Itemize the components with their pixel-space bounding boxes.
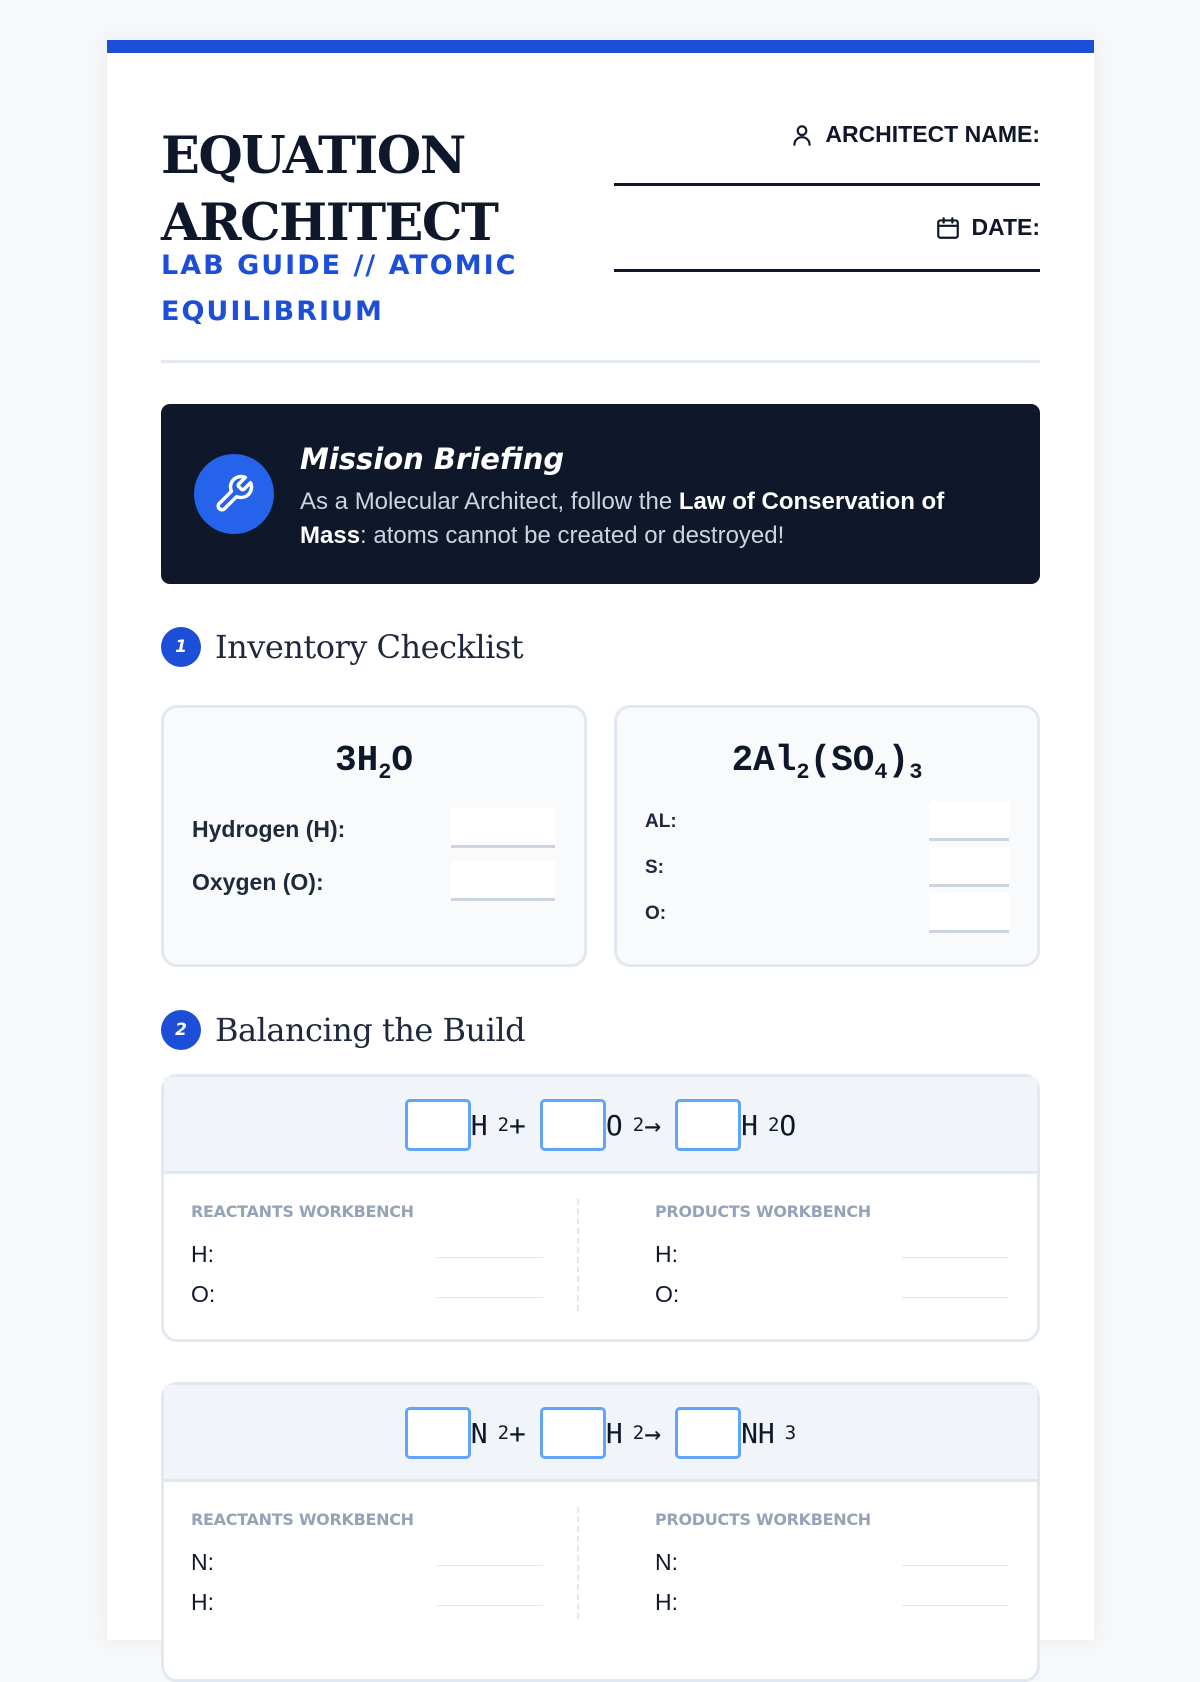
briefing-title: Mission Briefing xyxy=(300,442,565,476)
header-divider xyxy=(161,360,1040,363)
coefficient-input-1[interactable] xyxy=(405,1407,471,1459)
formula-water: $3H_2O$ xyxy=(334,740,414,786)
coefficient-input-2[interactable] xyxy=(540,1407,606,1459)
formula-aluminum-sulfate: $2Al_2(SO_4)_3$ xyxy=(731,740,923,786)
coefficient-input-3[interactable] xyxy=(675,1407,741,1459)
reactant-label-h: H: xyxy=(191,1589,214,1615)
briefing-icon-badge xyxy=(194,454,274,534)
product-label-h: H: xyxy=(655,1241,678,1267)
section-balancing-header xyxy=(161,1010,525,1050)
architect-name-label xyxy=(789,121,1040,148)
products-workbench-title: PRODUCTS WORKBENCH xyxy=(655,1202,871,1221)
balancing-card-ammonia xyxy=(161,1382,1040,1682)
section-title: Inventory Checklist xyxy=(215,628,524,666)
label-hydrogen: Hydrogen (H): xyxy=(192,816,346,842)
page-subtitle: LAB GUIDE // ATOMIC EQUILIBRIUM xyxy=(161,250,518,327)
products-workbench-title: PRODUCTS WORKBENCH xyxy=(655,1510,871,1529)
coefficient-input-1[interactable] xyxy=(405,1099,471,1151)
label-oxygen-sulfate: O: xyxy=(645,903,667,924)
section-title: Balancing the Build xyxy=(215,1011,526,1049)
inventory-card-aluminum-sulfate xyxy=(614,705,1040,967)
input-oxygen-count[interactable] xyxy=(451,861,555,901)
workbench-divider xyxy=(577,1507,579,1619)
input-aluminum-count[interactable] xyxy=(929,801,1009,841)
reactant-label-o: O: xyxy=(191,1281,216,1307)
product-input-h[interactable] xyxy=(902,1605,1008,1606)
product-label-n: N: xyxy=(655,1549,678,1575)
reactant-input-h[interactable] xyxy=(437,1605,543,1606)
label-oxygen: Oxygen (O): xyxy=(192,869,324,895)
reactants-workbench xyxy=(191,1510,414,1529)
title-line-1: EQUATION xyxy=(161,126,465,186)
section-number: 1 xyxy=(161,627,201,667)
input-hydrogen-count[interactable] xyxy=(451,808,555,848)
section-inventory-header xyxy=(161,627,523,667)
mission-briefing xyxy=(161,404,1040,584)
reactant-label-h: H: xyxy=(191,1241,214,1267)
coefficient-input-3[interactable] xyxy=(675,1099,741,1151)
reactants-workbench-title: REACTANTS WORKBENCH xyxy=(191,1510,414,1529)
reactants-workbench-title: REACTANTS WORKBENCH xyxy=(191,1202,414,1221)
architect-name-text: ARCHITECT NAME: xyxy=(825,121,1040,147)
equation-ammonia-synthesis: N 2 + H 2 → NH 3 xyxy=(164,1407,1037,1459)
reactant-input-n[interactable] xyxy=(437,1565,543,1566)
date-text: DATE: xyxy=(971,214,1040,240)
workbench-divider xyxy=(577,1199,579,1311)
worksheet xyxy=(107,40,1094,1640)
calendar-icon xyxy=(935,215,961,241)
equation-water-synthesis: H 2 + O 2 → H 2 O xyxy=(164,1099,1037,1151)
briefing-text: As a Molecular Architect, follow the Law of Conservation of Mass: atoms cannot be created or destroyed! xyxy=(300,488,945,549)
reactant-input-h[interactable] xyxy=(437,1257,543,1258)
reactants-workbench xyxy=(191,1202,414,1221)
date-label xyxy=(935,214,1040,241)
label-sulfur: S: xyxy=(645,857,664,878)
equation-bar xyxy=(164,1077,1037,1174)
product-label-o: O: xyxy=(655,1281,680,1307)
title-line-2: ARCHITECT xyxy=(161,193,498,253)
user-icon xyxy=(789,122,815,148)
page-title xyxy=(161,123,497,257)
product-input-h[interactable] xyxy=(902,1257,1008,1258)
reactant-label-n: N: xyxy=(191,1549,214,1575)
wrench-icon xyxy=(213,473,255,515)
date-field[interactable] xyxy=(614,269,1040,272)
balancing-card-water xyxy=(161,1074,1040,1342)
coefficient-input-2[interactable] xyxy=(540,1099,606,1151)
reactant-input-o[interactable] xyxy=(437,1297,543,1298)
product-label-h: H: xyxy=(655,1589,678,1615)
input-sulfur-count[interactable] xyxy=(929,847,1009,887)
product-input-n[interactable] xyxy=(902,1565,1008,1566)
equation-bar xyxy=(164,1385,1037,1482)
architect-name-field[interactable] xyxy=(614,183,1040,186)
section-number: 2 xyxy=(161,1010,201,1050)
product-input-o[interactable] xyxy=(902,1297,1008,1298)
label-aluminum: AL: xyxy=(645,811,677,832)
products-workbench xyxy=(655,1202,871,1221)
inventory-card-water xyxy=(161,705,587,967)
briefing-law: Law of Conservation of Mass xyxy=(300,488,945,549)
input-oxygen-sulfate-count[interactable] xyxy=(929,893,1009,933)
products-workbench xyxy=(655,1510,871,1529)
